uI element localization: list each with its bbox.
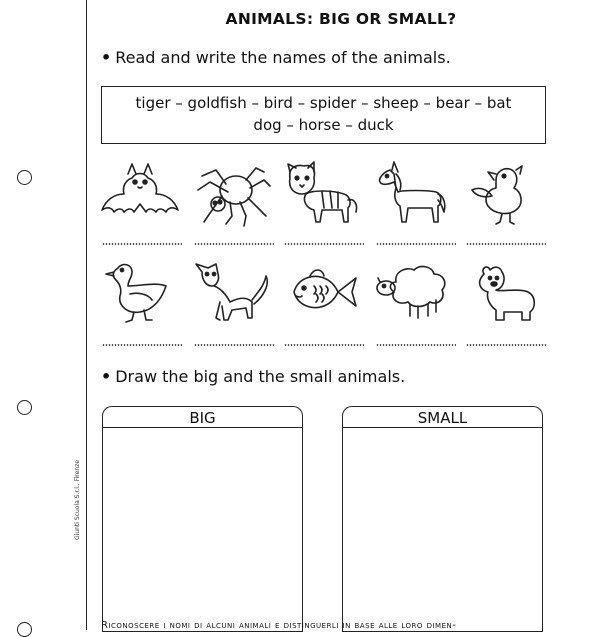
- write-line[interactable]: [284, 243, 364, 245]
- big-label: BIG: [102, 406, 303, 428]
- small-drawing-area[interactable]: [342, 427, 543, 632]
- write-line[interactable]: [102, 344, 182, 346]
- write-line[interactable]: [376, 344, 456, 346]
- small-panel: [342, 406, 545, 630]
- bullet: •: [101, 48, 112, 67]
- binder-hole: [17, 400, 32, 415]
- publisher-credit: Giunti Scuola S.r.l., Firenze: [74, 460, 81, 540]
- write-line[interactable]: [284, 344, 364, 346]
- write-line[interactable]: [194, 243, 274, 245]
- instruction-text: Draw the big and the small animals.: [115, 367, 406, 386]
- bear-icon: [464, 258, 544, 328]
- instruction-read-write: [101, 48, 451, 67]
- duck-icon: [100, 258, 180, 328]
- write-line[interactable]: [466, 344, 546, 346]
- page-title: ANIMALS: BIG OR SMALL?: [225, 10, 457, 28]
- dog-icon: [192, 258, 272, 328]
- instruction-draw: [101, 367, 405, 386]
- bat-icon: [100, 160, 180, 230]
- big-panel: [102, 406, 305, 630]
- write-line[interactable]: [194, 344, 274, 346]
- margin-line: [86, 0, 87, 630]
- word-bank: [101, 86, 546, 144]
- goldfish-icon: [284, 258, 364, 328]
- bird-icon: [466, 160, 546, 230]
- bullet: •: [101, 367, 112, 386]
- sheep-icon: [374, 258, 454, 328]
- instruction-text: Read and write the names of the animals.: [115, 48, 451, 67]
- binder-hole: [17, 170, 32, 185]
- write-line[interactable]: [102, 243, 182, 245]
- footer-note: Riconoscere i nomi di alcuni animali e distinguerli in base alle loro dimen-: [101, 620, 457, 631]
- tiger-icon: [282, 160, 362, 230]
- write-line[interactable]: [376, 243, 456, 245]
- big-drawing-area[interactable]: [102, 427, 303, 632]
- word-bank-line: tiger – goldfish – bird – spider – sheep – bear – bat: [135, 94, 512, 112]
- write-line[interactable]: [466, 243, 546, 245]
- horse-icon: [372, 160, 452, 230]
- small-label: SMALL: [342, 406, 543, 428]
- word-bank-line: dog – horse – duck: [253, 116, 394, 134]
- spider-icon: [192, 160, 272, 230]
